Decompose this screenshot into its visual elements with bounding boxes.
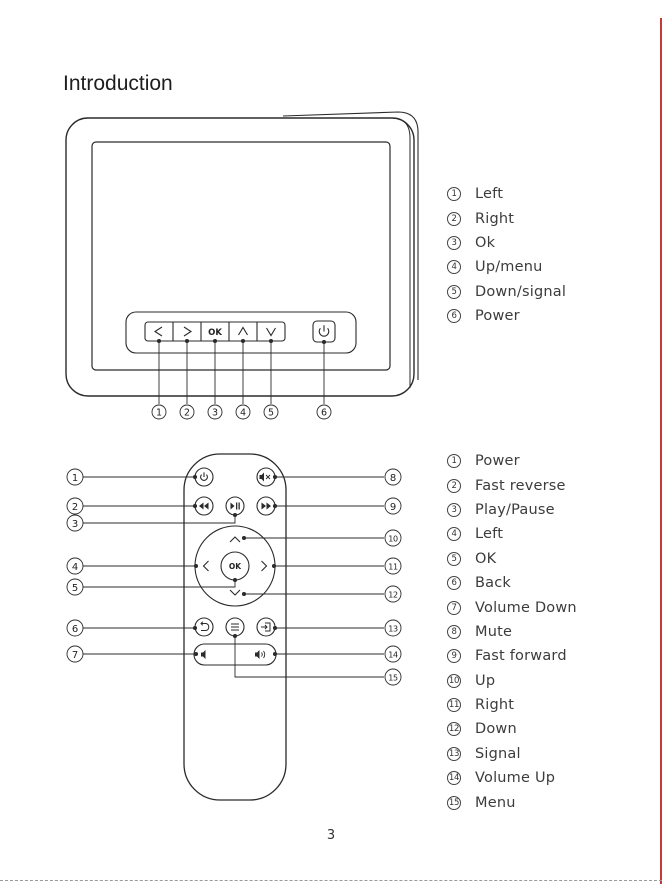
legend-label: Menu bbox=[475, 794, 516, 811]
chevron-up-icon bbox=[230, 537, 240, 542]
legend-label: Right bbox=[475, 697, 515, 714]
legend-number: 3 bbox=[447, 236, 461, 250]
legend-item bbox=[447, 790, 577, 814]
legend-item bbox=[447, 547, 577, 571]
legend-number: 14 bbox=[448, 773, 460, 784]
legend-item bbox=[447, 669, 577, 693]
power-icon bbox=[319, 325, 329, 336]
volume-up-icon bbox=[255, 650, 265, 659]
legend-label: Play/Pause bbox=[475, 501, 555, 518]
callout-number: 4 bbox=[71, 562, 79, 573]
legend-item bbox=[447, 449, 577, 473]
chevron-left-icon bbox=[155, 327, 162, 336]
legend-label: OK bbox=[475, 550, 497, 567]
chevron-left-icon bbox=[204, 561, 209, 571]
legend-label: Fast forward bbox=[475, 648, 567, 665]
legend-number: 3 bbox=[447, 503, 461, 517]
callout-number: 9 bbox=[389, 502, 397, 513]
remote-callout-numbers bbox=[67, 469, 401, 685]
legend-label: Fast reverse bbox=[475, 477, 566, 494]
legend-item bbox=[447, 717, 577, 741]
legend-label: Up bbox=[475, 672, 496, 689]
legend-label: Left bbox=[475, 186, 504, 203]
mute-icon bbox=[260, 473, 271, 482]
callout-number: 3 bbox=[71, 519, 79, 530]
legend-number: 12 bbox=[448, 724, 460, 735]
callout-number: 4 bbox=[239, 407, 247, 419]
chevron-right-icon bbox=[184, 327, 191, 336]
callout-number: 1 bbox=[71, 473, 79, 484]
legend-number: 4 bbox=[447, 527, 461, 541]
legend-label: Right bbox=[475, 210, 515, 227]
legend-number: 7 bbox=[447, 601, 461, 615]
legend-item bbox=[447, 766, 577, 790]
legend-item bbox=[447, 620, 577, 644]
legend-item bbox=[447, 255, 566, 279]
legend-number: 2 bbox=[447, 479, 461, 493]
legend-item bbox=[447, 473, 577, 497]
legend-label: Up/menu bbox=[475, 259, 543, 276]
legend-item bbox=[447, 498, 577, 522]
page-title: Introduction bbox=[63, 72, 173, 96]
legend-number: 8 bbox=[447, 625, 461, 639]
fast-forward-icon bbox=[262, 503, 272, 510]
footer-rule bbox=[0, 880, 662, 881]
legend-number: 1 bbox=[447, 454, 461, 468]
legend-number: 13 bbox=[448, 748, 460, 759]
callout-number: 2 bbox=[183, 407, 191, 419]
legend-item bbox=[447, 206, 566, 230]
play-pause-icon bbox=[231, 503, 240, 510]
power-icon bbox=[201, 472, 208, 480]
legend-item bbox=[447, 280, 566, 304]
legend-label: Power bbox=[475, 308, 520, 325]
callout-number: 6 bbox=[320, 407, 328, 419]
legend-label: Down bbox=[475, 721, 517, 738]
legend-number: 2 bbox=[447, 212, 461, 226]
back-icon bbox=[201, 622, 209, 631]
callout-number: 1 bbox=[155, 407, 163, 419]
legend-item bbox=[447, 595, 577, 619]
callout-number: 6 bbox=[71, 624, 79, 635]
callout-number: 2 bbox=[71, 502, 79, 513]
legend-label: Volume Down bbox=[475, 599, 577, 616]
signal-input-icon bbox=[261, 623, 270, 631]
legend-number: 9 bbox=[447, 649, 461, 663]
callout-number: 8 bbox=[389, 473, 397, 484]
remote-legend bbox=[447, 449, 577, 815]
page-number: 3 bbox=[326, 828, 336, 843]
volume-down-icon bbox=[201, 650, 206, 659]
legend-item bbox=[447, 571, 577, 595]
legend-number: 15 bbox=[448, 797, 460, 808]
callout-number: 13 bbox=[388, 624, 398, 634]
legend-number: 6 bbox=[447, 309, 461, 323]
callout-number: 12 bbox=[388, 590, 398, 600]
legend-label: Power bbox=[475, 453, 520, 470]
projector-illustration bbox=[66, 112, 418, 419]
ok-label: OK bbox=[228, 562, 242, 571]
menu-icon bbox=[231, 624, 239, 630]
callout-number: 5 bbox=[267, 407, 275, 419]
legend-number: 11 bbox=[448, 700, 460, 711]
chevron-up-icon bbox=[239, 328, 248, 336]
fast-reverse-icon bbox=[199, 503, 209, 510]
remote-illustration bbox=[67, 454, 401, 800]
legend-item bbox=[447, 693, 577, 717]
legend-label: Left bbox=[475, 526, 504, 543]
legend-number: 5 bbox=[447, 285, 461, 299]
chevron-right-icon bbox=[262, 561, 267, 571]
chevron-down-icon bbox=[267, 328, 276, 336]
callout-number: 3 bbox=[211, 407, 219, 419]
legend-number: 10 bbox=[448, 675, 460, 686]
legend-number: 5 bbox=[447, 552, 461, 566]
projector-legend bbox=[447, 182, 566, 328]
legend-number: 6 bbox=[447, 576, 461, 590]
chevron-down-icon bbox=[230, 590, 240, 595]
legend-label: Volume Up bbox=[475, 770, 556, 787]
legend-number: 1 bbox=[447, 187, 461, 201]
legend-item bbox=[447, 644, 577, 668]
legend-number: 4 bbox=[447, 260, 461, 274]
callout-number: 14 bbox=[388, 650, 398, 660]
legend-label: Down/signal bbox=[475, 283, 567, 300]
legend-item bbox=[447, 522, 577, 546]
legend-label: Signal bbox=[475, 745, 521, 762]
callout-number: 7 bbox=[71, 650, 79, 661]
legend-label: Mute bbox=[475, 623, 513, 640]
callout-number: 11 bbox=[388, 562, 398, 572]
ok-label: OK bbox=[208, 328, 222, 338]
legend-item bbox=[447, 742, 577, 766]
projector-callout-lines bbox=[157, 339, 325, 404]
legend-item bbox=[447, 182, 566, 206]
callout-number: 10 bbox=[388, 534, 398, 544]
legend-item bbox=[447, 231, 566, 255]
legend-item bbox=[447, 304, 566, 328]
legend-label: Ok bbox=[475, 234, 496, 251]
callout-number: 5 bbox=[71, 583, 79, 594]
callout-number: 15 bbox=[388, 673, 398, 683]
projector-callout-numbers bbox=[152, 405, 331, 419]
legend-label: Back bbox=[475, 575, 512, 592]
